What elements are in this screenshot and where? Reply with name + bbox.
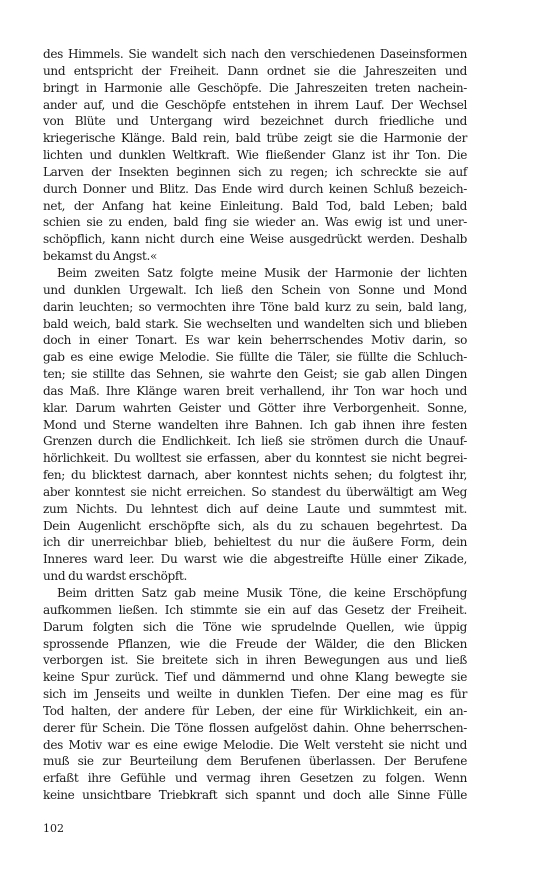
text-line: des Motiv war es eine ewige Melodie. Die Welt versteht sie nicht und	[43, 737, 467, 752]
text-line: Grenzen durch die Endlichkeit. Ich ließ sie strömen durch die Unauf-	[43, 434, 467, 449]
text-line: und dunklen Urgewalt. Ich ließ den Schein von Sonne und Mond	[43, 282, 467, 297]
text-line: schien sie zu enden, bald fing sie wieder an. Was ewig ist und uner-	[43, 215, 467, 230]
text-line: durch Donner und Blitz. Das Ende wird durch keinen Schluß bezeich-	[43, 181, 467, 196]
paragraph	[43, 585, 467, 804]
text-line: doch in einer Tonart. Es war kein beherrschendes Motiv darin, so	[43, 333, 467, 348]
text-line: schöpflich, kann nicht durch eine Weise ausgedrückt werden. Deshalb	[43, 232, 467, 247]
text-line: Darum folgten sich die Töne wie sprudelnde Quellen, wie üppig	[43, 619, 467, 634]
paragraph	[43, 265, 467, 585]
text-line: muß sie zur Beurteilung dem Berufenen überlassen. Der Berufene	[43, 754, 467, 769]
text-line: hörlichkeit. Du wolltest sie erfassen, aber du konntest sie nicht begrei-	[43, 451, 467, 466]
text-line: kriegerische Klänge. Bald rein, bald trübe zeigt sie die Harmonie der	[43, 131, 467, 146]
text-line: Dein Augenlicht erschöpfte sich, als du zu schauen begehrtest. Da	[43, 518, 467, 533]
text-line: von Blüte und Untergang wird bezeichnet durch friedliche und	[43, 114, 467, 129]
text-line: darin leuchten; so vermochten ihre Töne bald kurz zu sein, bald lang,	[43, 299, 467, 314]
text-line: aufkommen ließen. Ich stimmte sie ein auf das Gesetz der Freiheit.	[43, 602, 467, 617]
page-number: 102	[43, 822, 64, 835]
text-line: und entspricht der Freiheit. Dann ordnet sie die Jahreszeiten und	[43, 63, 467, 78]
text-line: erfaßt ihre Gefühle und vermag ihren Gesetzen zu folgen. Wenn	[43, 771, 467, 786]
text-line: ander auf, und die Geschöpfe entstehen in ihrem Lauf. Der Wechsel	[43, 97, 467, 112]
text-line: Beim zweiten Satz folgte meine Musik der Harmonie der lichten	[57, 265, 467, 280]
text-line: derer für Schein. Die Töne flossen aufgelöst dahin. Ohne beherrschen-	[43, 720, 467, 735]
text-line: aber konntest sie nicht erreichen. So standest du überwältigt am Weg	[43, 484, 467, 499]
text-line: Larven der Insekten beginnen sich zu regen; ich schreckte sie auf	[43, 164, 467, 179]
text-line: zum Nichts. Du lehntest dich auf deine Laute und summtest mit.	[43, 501, 467, 516]
text-line: ich dir unerreichbar blieb, behieltest du nur die äußere Form, dein	[43, 535, 467, 550]
text-line: bald weich, bald stark. Sie wechselten und wandelten sich und blieben	[43, 316, 467, 331]
text-line: lichten und dunklen Weltkraft. Wie fließender Glanz ist ihr Ton. Die	[43, 148, 467, 163]
text-line: bekamst du Angst.«	[43, 249, 157, 264]
text-line: Inneres ward leer. Du warst wie die abgestreifte Hülle einer Zikade,	[43, 552, 467, 567]
paragraph	[43, 46, 467, 265]
text-line: keine unsichtbare Triebkraft sich spannt und doch alle Sinne Fülle	[43, 788, 467, 803]
text-line: bringt in Harmonie alle Geschöpfe. Die Jahreszeiten treten nachein-	[43, 80, 467, 95]
text-line: fen; du blicktest darnach, aber konntest nichts sehen; du folgtest ihr,	[43, 468, 467, 483]
text-line: Beim dritten Satz gab meine Musik Töne, die keine Erschöpfung	[57, 586, 467, 600]
text-line: Mond und Sterne wandelten ihre Bahnen. Ich gab ihnen ihre festen	[43, 417, 467, 432]
text-line: gab es eine ewige Melodie. Sie füllte die Täler, sie füllte die Schluch-	[43, 350, 467, 365]
text-line: des Himmels. Sie wandelt sich nach den verschiedenen Daseinsformen	[43, 47, 467, 61]
text-line: Tod halten, der andere für Leben, der eine für Wirklichkeit, ein an-	[43, 703, 467, 718]
text-line: net, der Anfang hat keine Einleitung. Bald Tod, bald Leben; bald	[43, 198, 467, 213]
text-line: ten; sie stillte das Sehnen, sie wahrte den Geist; sie gab allen Dingen	[43, 367, 467, 382]
text-line: sprossende Pflanzen, wie die Freude der Wälder, die den Blicken	[43, 636, 467, 651]
text-line: und du wardst erschöpft.	[43, 569, 187, 584]
text-line: verborgen ist. Sie breitete sich in ihren Bewegungen aus und ließ	[43, 653, 467, 668]
page-body	[43, 46, 467, 804]
text-line: keine Spur zurück. Tief und dämmernd und ohne Klang bewegte sie	[43, 670, 467, 685]
text-line: sich im Jenseits und weilte in dunklen Tiefen. Der eine mag es für	[43, 687, 467, 702]
text-line: das Maß. Ihre Klänge waren breit verhallend, ihr Ton war hoch und	[43, 383, 467, 398]
text-line: klar. Darum wahrten Geister und Götter ihre Verborgenheit. Sonne,	[43, 400, 467, 415]
